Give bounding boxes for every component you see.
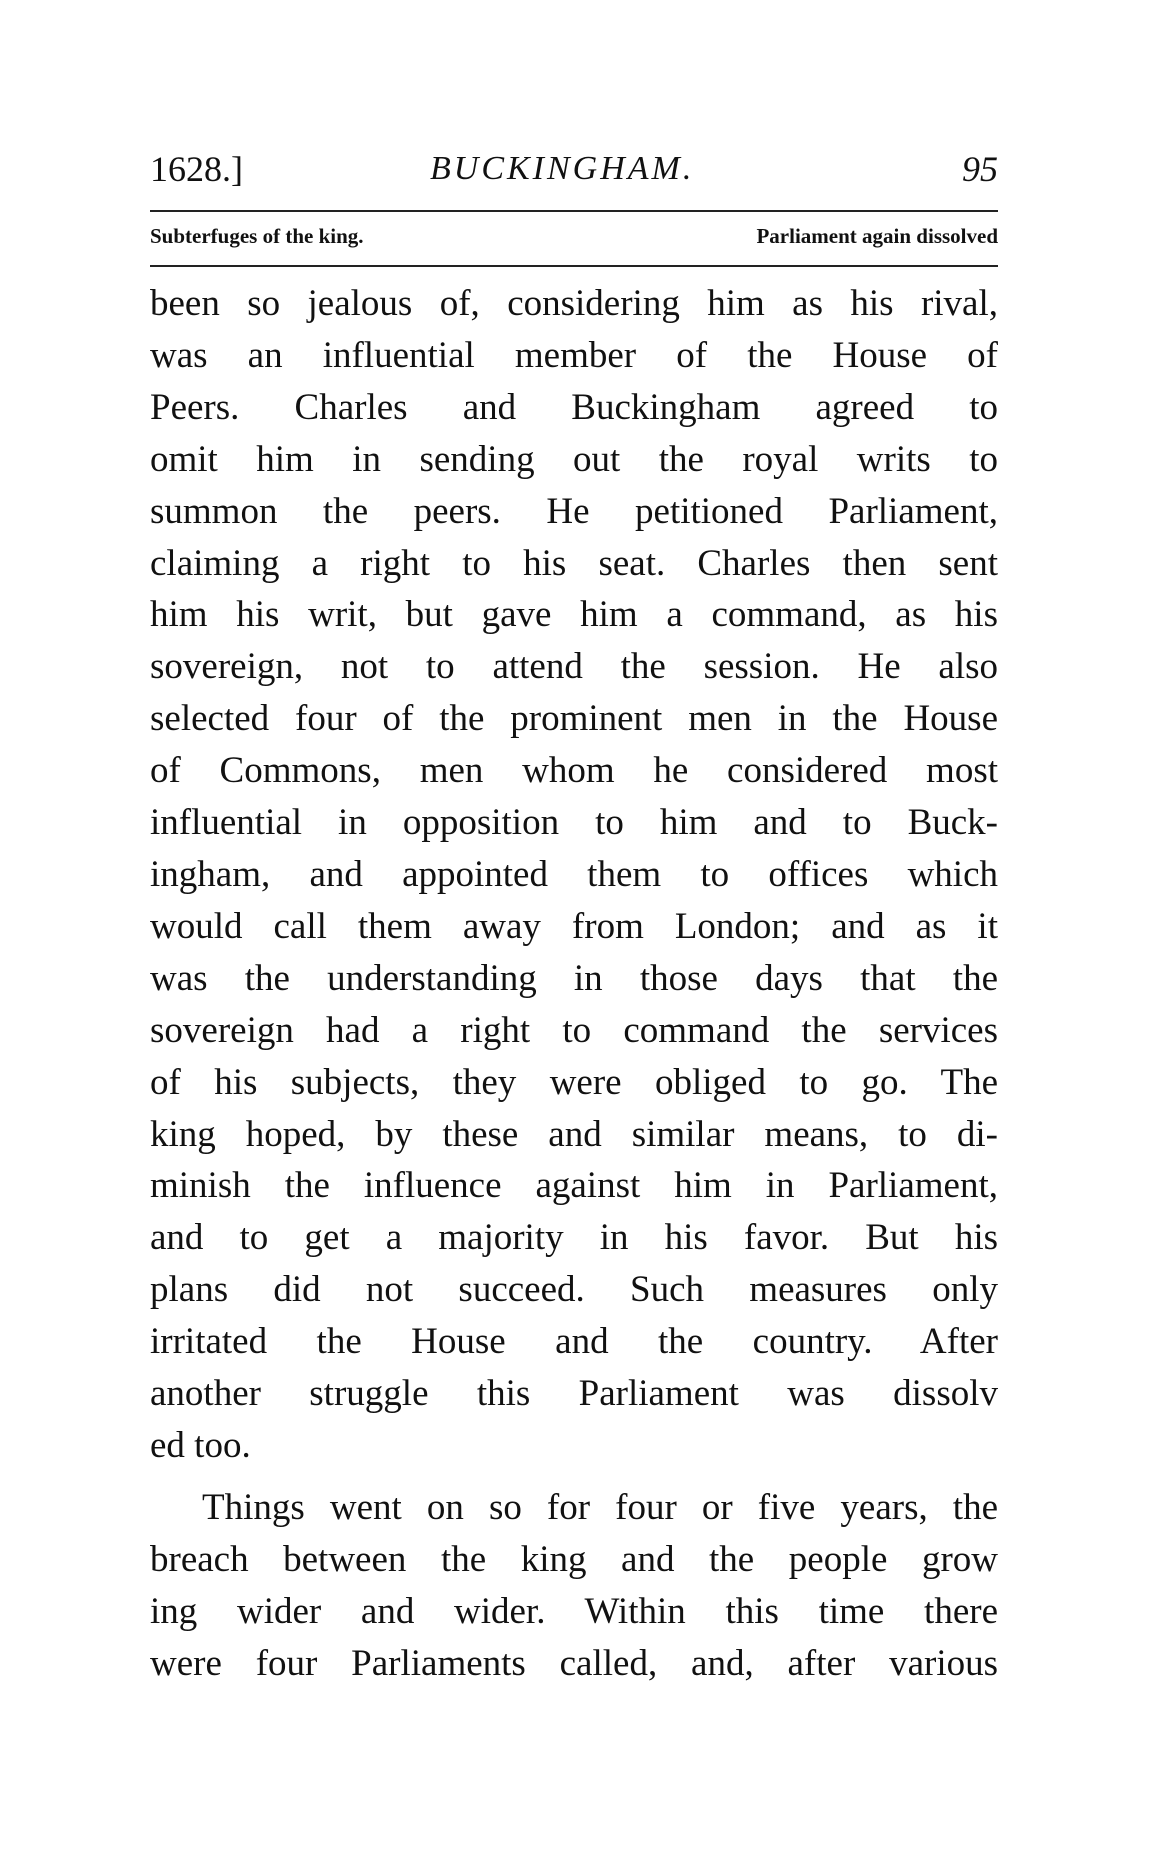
- sidenote-right: Parliament again dissolved: [756, 224, 998, 248]
- text-line: irritated the House and the country. After: [150, 1321, 998, 1363]
- text-line: was an influential member of the House of: [150, 334, 998, 376]
- text-line: minish the influence against him in Parliament,: [150, 1165, 998, 1207]
- text-line: claiming a right to his seat. Charles then sent: [150, 542, 998, 584]
- text-line: and to get a majority in his favor. But his: [150, 1217, 998, 1259]
- page-header: [150, 148, 998, 198]
- text-line: summon the peers. He petitioned Parliament,: [150, 490, 998, 532]
- text-line: of his subjects, they were obliged to go. The: [150, 1061, 998, 1103]
- text-line: ed too.: [150, 1424, 251, 1466]
- text-line: been so jealous of, considering him as his rival,: [150, 283, 998, 324]
- text-line: him his writ, but gave him a command, as his: [150, 594, 998, 636]
- marginal-notes: [150, 220, 998, 256]
- text-line: breach between the king and the people grow: [150, 1538, 998, 1580]
- text-line: selected four of the prominent men in the House: [150, 698, 998, 740]
- header-rule-bottom: [150, 265, 998, 267]
- text-line: Things went on so for four or five years, the: [202, 1486, 998, 1528]
- text-line: plans did not succeed. Such measures only: [150, 1269, 998, 1311]
- text-line: were four Parliaments called, and, after various: [150, 1642, 998, 1684]
- page-number: 95: [962, 149, 998, 189]
- running-title: BUCKINGHAM.: [430, 150, 695, 187]
- header-year: 1628.]: [150, 149, 243, 189]
- text-line: ingham, and appointed them to offices which: [150, 853, 998, 895]
- paragraph-2: [150, 1482, 998, 1690]
- text-line: sovereign had a right to command the services: [150, 1009, 998, 1051]
- text-line: Peers. Charles and Buckingham agreed to: [150, 386, 998, 428]
- header-rule-top: [150, 210, 998, 212]
- text-line: was the understanding in those days that the: [150, 957, 998, 999]
- text-line: influential in opposition to him and to Buck-: [150, 802, 998, 844]
- text-line: another struggle this Parliament was dissolv: [150, 1373, 998, 1415]
- text-line: of Commons, men whom he considered most: [150, 750, 998, 792]
- text-line: ing wider and wider. Within this time there: [150, 1590, 998, 1632]
- text-line: omit him in sending out the royal writs to: [150, 438, 998, 480]
- body-text: [150, 278, 998, 1689]
- text-line: king hoped, by these and similar means, to di-: [150, 1113, 998, 1155]
- paragraph-1: [150, 278, 998, 1472]
- text-line: sovereign, not to attend the session. He also: [150, 646, 998, 688]
- sidenote-left: Subterfuges of the king.: [150, 224, 364, 248]
- text-line: would call them away from London; and as it: [150, 905, 998, 947]
